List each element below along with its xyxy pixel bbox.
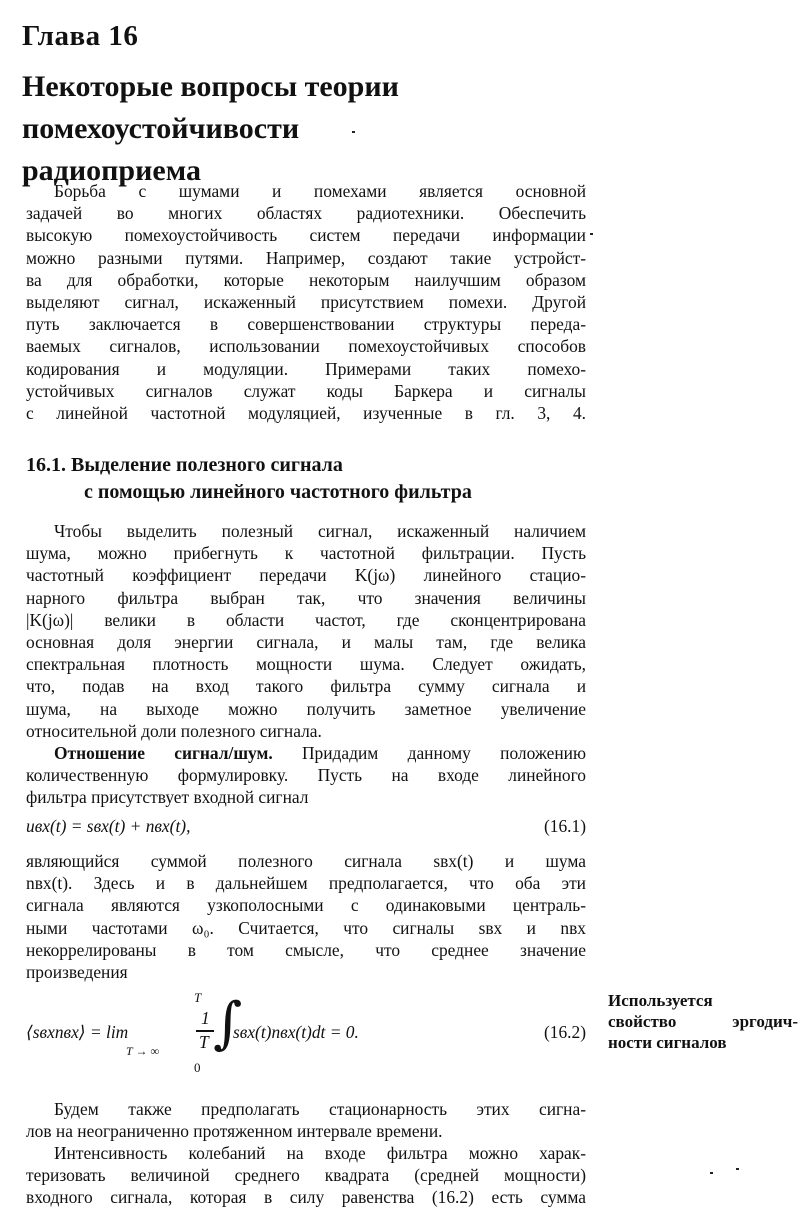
intro-paragraph: [26, 180, 586, 424]
text-line: устойчивых сигналов служат коды Баркера и сигналы: [26, 380, 586, 401]
equation-number: (16.2): [543, 1022, 586, 1042]
equation-body: uвх(t) = sвх(t) + nвх(t),: [26, 816, 191, 836]
text-line: количественную формулировку. Пусть на входе линейного: [26, 765, 586, 786]
text-line: с линейной частотной модуляцией, изученные в гл. 3, 4.: [26, 403, 586, 424]
scan-speck: [590, 233, 593, 235]
text-run: Придадим данному положению: [302, 743, 586, 763]
scan-speck: [736, 1168, 739, 1170]
text-line: частотный коэффициент передачи K(jω) линейного стацио-: [26, 565, 586, 586]
text-line: шума, на выходе можно получить заметное увеличение: [26, 698, 586, 719]
equation-16-2: [26, 990, 586, 1080]
text-line: некоррелированы в том смысле, что среднее значение: [26, 939, 586, 960]
text-line: теризовать величиной среднего квадрата (средней мощности): [26, 1165, 586, 1186]
integrand: sвх(t)nвх(t)dt = 0.: [233, 1022, 359, 1042]
run-in-heading: Отношение сигнал/шум.: [54, 743, 273, 763]
paragraph-snr: [26, 742, 586, 809]
integral-upper-limit: T: [194, 990, 202, 1005]
paragraph-intensity: [26, 1142, 586, 1209]
text-line: являющийся суммой полезного сигнала sвх(t) и шума: [26, 851, 586, 871]
integral-lower-limit: 0: [194, 1060, 201, 1075]
fraction-denominator: T: [199, 1032, 209, 1052]
text-line: фильтра присутствует входной сигнал: [26, 787, 309, 808]
text-line: нарного фильтра выбран так, что значения величины: [26, 587, 586, 608]
equation-16-1: [26, 816, 586, 837]
text-line: Будем также предполагать стационарность этих сигна-: [54, 1099, 586, 1119]
chapter-label: Глава 16: [22, 20, 139, 52]
paragraph-narrowband: [26, 850, 586, 983]
section-title-line: с помощью линейного частотного фильтра: [84, 481, 472, 503]
chapter-title-line: радиоприема: [22, 154, 201, 187]
text-line: основная доля энергии сигнала, и малы там, где велика: [26, 632, 586, 653]
margin-note-line: ности сигналов: [608, 1033, 727, 1052]
equation-number: (16.1): [543, 816, 586, 836]
text-line: ными частотами ω₀. Считается, что сигналы sвх и nвх: [26, 917, 586, 938]
text-line: можно разными путями. Например, создают такие устройст-: [26, 247, 586, 268]
text-line: спектральная плотность мощности шума. Следует ожидать,: [26, 654, 586, 675]
chapter-title-line: Некоторые вопросы теории: [22, 70, 399, 103]
text-line: [26, 742, 586, 764]
section-heading: [26, 452, 586, 506]
integral-sign: ∫: [213, 991, 243, 1056]
equation-lhs: ⟨sвхnвх⟩ = lim: [26, 1022, 129, 1042]
chapter-title-line: помехоустойчивости: [22, 112, 300, 145]
text-line: кодирования и модуляции. Примерами таких помехо-: [26, 358, 586, 379]
section-number: 16.1.: [26, 454, 66, 476]
text-line: шума, можно прибегнуть к частотной фильтрации. Пусть: [26, 543, 586, 564]
text-line: Борьба с шумами и помехами является основной: [54, 181, 586, 201]
chapter-title: [22, 66, 582, 192]
scan-speck: [710, 1172, 713, 1174]
margin-note-line: свойство эргодич-: [608, 1012, 798, 1031]
limit-subscript: T → ∞: [126, 1044, 160, 1058]
text-line: что, подав на вход такого фильтра сумму сигнала и: [26, 676, 586, 697]
text-line: ваемых сигналов, использовании помехоустойчивых способов: [26, 336, 586, 357]
text-line: |K(jω)| велики в области частот, где сконцентрирована: [26, 609, 586, 630]
margin-note: [608, 990, 798, 1053]
text-line: путь заключается в совершенствовании структуры переда-: [26, 314, 586, 335]
text-line: выделяют сигнал, искаженный присутствием помехи. Другой: [26, 292, 586, 313]
text-line: ва для обработки, которые некоторым наилучшим образом: [26, 269, 586, 290]
text-line: Чтобы выделить полезный сигнал, искаженный наличием: [54, 521, 586, 541]
scan-speck: [352, 131, 355, 133]
text-line: произведения: [26, 962, 128, 983]
fraction-numerator: 1: [201, 1008, 210, 1028]
section-title-line: Выделение полезного сигнала: [71, 454, 343, 476]
text-line: лов на неограниченно протяженном интервале времени.: [26, 1121, 443, 1142]
text-line: входного сигнала, которая в силу равенства (16.2) есть сумма: [26, 1187, 586, 1208]
text-line: Интенсивность колебаний на входе фильтра можно харак-: [54, 1143, 586, 1163]
margin-note-line: Используется: [608, 991, 713, 1010]
paragraph-filtering: [26, 520, 586, 742]
paragraph-stationarity: [26, 1098, 586, 1142]
text-line: сигнала являются узкополосными с одинаковыми централь-: [26, 895, 586, 916]
text-line: задачей во многих областях радиотехники. Обеспечить: [26, 203, 586, 224]
text-line: nвх(t). Здесь и в дальнейшем предполагается, что оба эти: [26, 873, 586, 894]
text-line: высокую помехоустойчивость систем передачи информации: [26, 225, 586, 246]
text-line: относительной доли полезного сигнала.: [26, 720, 322, 741]
